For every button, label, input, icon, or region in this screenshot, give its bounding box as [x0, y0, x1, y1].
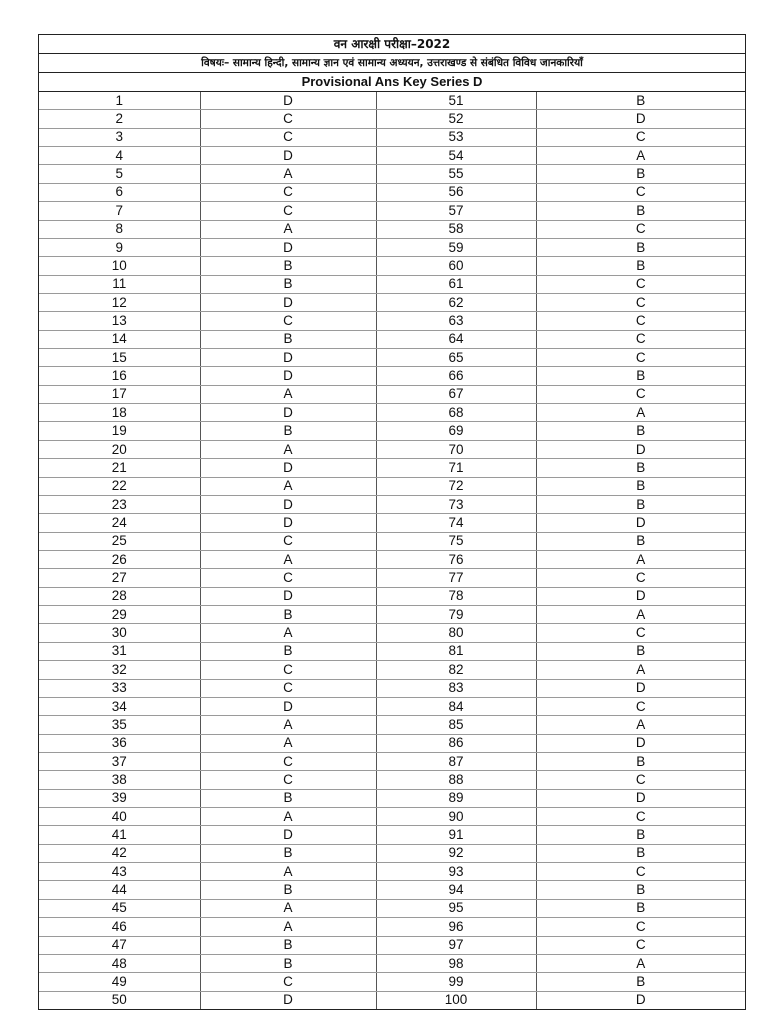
- question-number-cell: 70: [376, 440, 536, 458]
- table-row: [39, 569, 745, 587]
- answer-cell: C: [536, 330, 745, 348]
- answer-cell: D: [200, 587, 376, 605]
- answer-cell: C: [536, 293, 745, 311]
- answer-cell: C: [200, 771, 376, 789]
- answer-cell: D: [536, 679, 745, 697]
- answer-cell: B: [536, 844, 745, 862]
- question-number-cell: 35: [39, 716, 200, 734]
- answer-cell: C: [536, 808, 745, 826]
- question-number-cell: 93: [376, 863, 536, 881]
- question-number-cell: 57: [376, 202, 536, 220]
- question-number-cell: 91: [376, 826, 536, 844]
- question-number-cell: 79: [376, 606, 536, 624]
- question-number-cell: 7: [39, 202, 200, 220]
- table-row: [39, 532, 745, 550]
- question-number-cell: 45: [39, 899, 200, 917]
- table-row: [39, 385, 745, 403]
- question-number-cell: 3: [39, 128, 200, 146]
- table-row: [39, 440, 745, 458]
- question-number-cell: 19: [39, 422, 200, 440]
- question-number-cell: 51: [376, 92, 536, 110]
- question-number-cell: 20: [39, 440, 200, 458]
- answer-cell: C: [200, 202, 376, 220]
- answer-cell: A: [536, 550, 745, 568]
- question-number-cell: 43: [39, 863, 200, 881]
- table-row: [39, 220, 745, 238]
- question-number-cell: 90: [376, 808, 536, 826]
- question-number-cell: 56: [376, 183, 536, 201]
- answer-cell: A: [536, 716, 745, 734]
- answer-cell: C: [200, 312, 376, 330]
- table-row: [39, 477, 745, 495]
- question-number-cell: 62: [376, 293, 536, 311]
- answer-cell: D: [635, 992, 646, 1008]
- question-number-cell: 33: [39, 679, 200, 697]
- question-number-cell: 31: [39, 642, 200, 660]
- answer-cell: B: [536, 642, 745, 660]
- question-number-cell: 9: [39, 238, 200, 256]
- question-number-cell: 4: [39, 147, 200, 165]
- answer-cell: B: [536, 165, 745, 183]
- question-number-cell: 16: [39, 367, 200, 385]
- question-number-cell: 53: [376, 128, 536, 146]
- table-row: [39, 936, 745, 954]
- answer-cell: B: [536, 899, 745, 917]
- answer-cell: B: [536, 532, 745, 550]
- table-row: [39, 147, 745, 165]
- question-number-cell: 11: [39, 275, 200, 293]
- answer-cell: A: [200, 716, 376, 734]
- answer-cell: C: [200, 128, 376, 146]
- answer-cell: D: [200, 495, 376, 513]
- question-number-cell: 44: [39, 881, 200, 899]
- answer-cell: C: [200, 661, 376, 679]
- question-number-cell: 73: [376, 495, 536, 513]
- table-row: [39, 495, 745, 513]
- answer-cell: D: [536, 110, 745, 128]
- table-row: [39, 275, 745, 293]
- answer-cell: D: [200, 404, 376, 422]
- question-number-cell: 86: [376, 734, 536, 752]
- table-row: [39, 293, 745, 311]
- table-row: [39, 918, 745, 936]
- question-number-cell: 36: [39, 734, 200, 752]
- question-number-cell: 88: [376, 771, 536, 789]
- question-number-cell: 8: [39, 220, 200, 238]
- series-title: Provisional Ans Key Series D: [39, 73, 745, 92]
- answer-cell: A: [536, 404, 745, 422]
- answer-cell: B: [200, 275, 376, 293]
- answer-cell: D: [536, 789, 745, 807]
- answer-cell: C: [536, 220, 745, 238]
- question-number-cell: 77: [376, 569, 536, 587]
- table-row: [39, 110, 745, 128]
- table-row: [39, 422, 745, 440]
- table-row: [39, 367, 745, 385]
- question-number-cell: 66: [376, 367, 536, 385]
- answer-cell: B: [536, 257, 745, 275]
- table-row: [39, 624, 745, 642]
- answer-cell: B: [536, 202, 745, 220]
- answer-cell: B: [200, 789, 376, 807]
- question-number-cell: 92: [376, 844, 536, 862]
- question-number-cell: 49: [39, 973, 200, 991]
- question-number-cell: 22: [39, 477, 200, 495]
- question-number-cell: 10: [39, 257, 200, 275]
- question-number-cell: 74: [376, 514, 536, 532]
- question-number-cell: 24: [39, 514, 200, 532]
- question-number-cell: 75: [376, 532, 536, 550]
- question-number-cell: 95: [376, 899, 536, 917]
- question-number-cell: 2: [39, 110, 200, 128]
- answer-cell: C: [200, 110, 376, 128]
- question-number-cell: 40: [39, 808, 200, 826]
- question-number-cell: 27: [39, 569, 200, 587]
- answer-cell: B: [536, 752, 745, 770]
- answer-cell: C: [536, 918, 745, 936]
- question-number-cell: 12: [39, 293, 200, 311]
- answer-cell: A: [200, 918, 376, 936]
- table-row: [39, 459, 745, 477]
- question-number-cell: 21: [39, 459, 200, 477]
- table-row: [39, 514, 745, 532]
- question-number-cell: 61: [376, 275, 536, 293]
- answer-cell: C: [536, 697, 745, 715]
- answer-cell: C: [200, 183, 376, 201]
- answer-cell: B: [536, 973, 745, 991]
- answer-cell: D: [200, 991, 376, 1009]
- question-number-cell: 76: [376, 550, 536, 568]
- answer-cell: A: [200, 440, 376, 458]
- answer-cell: C: [536, 128, 745, 146]
- question-number-cell: 83: [376, 679, 536, 697]
- answer-cell: B: [536, 422, 745, 440]
- question-number-cell: 25: [39, 532, 200, 550]
- answer-cell: B: [536, 881, 745, 899]
- table-row: [39, 734, 745, 752]
- answer-cell: A: [200, 477, 376, 495]
- question-number-cell: 23: [39, 495, 200, 513]
- table-row: [39, 991, 745, 1009]
- table-row: [39, 587, 745, 605]
- table-row: [39, 954, 745, 972]
- question-number-cell: 37: [39, 752, 200, 770]
- question-number-cell: 80: [376, 624, 536, 642]
- answer-cell: B: [200, 606, 376, 624]
- table-row: [39, 183, 745, 201]
- question-number-cell: 89: [376, 789, 536, 807]
- question-number-cell: 97: [376, 936, 536, 954]
- question-number-cell: 55: [376, 165, 536, 183]
- question-number-cell: 48: [39, 954, 200, 972]
- answer-cell: B: [200, 422, 376, 440]
- exam-title: वन आरक्षी परीक्षा–2022: [39, 35, 745, 54]
- question-number-cell: 99: [376, 973, 536, 991]
- table-row: [39, 128, 745, 146]
- table-row: [39, 202, 745, 220]
- answer-cell: D: [200, 349, 376, 367]
- answer-cell: D: [200, 459, 376, 477]
- answer-cell: A: [536, 606, 745, 624]
- answer-cell: B: [536, 92, 745, 110]
- question-number-cell: 100: [376, 991, 536, 1009]
- answer-cell: C: [536, 863, 745, 881]
- answer-cell: A: [536, 661, 745, 679]
- question-number-cell: 13: [39, 312, 200, 330]
- answer-cell: D: [536, 734, 745, 752]
- question-number-cell: 71: [376, 459, 536, 477]
- question-number-cell: 60: [376, 257, 536, 275]
- table-row: [39, 661, 745, 679]
- answer-cell: A: [536, 954, 745, 972]
- answer-cell: B: [200, 642, 376, 660]
- answer-cell: C: [536, 183, 745, 201]
- answer-cell: B: [200, 936, 376, 954]
- answer-cell: D: [200, 92, 376, 110]
- answer-cell: D: [536, 514, 745, 532]
- answer-cell: B: [536, 367, 745, 385]
- question-number-cell: 67: [376, 385, 536, 403]
- answer-cell: C: [536, 771, 745, 789]
- question-number-cell: 47: [39, 936, 200, 954]
- table-row: [39, 642, 745, 660]
- answer-cell: C: [200, 569, 376, 587]
- table-row: [39, 312, 745, 330]
- answer-cell: D: [200, 697, 376, 715]
- question-number-cell: 85: [376, 716, 536, 734]
- answer-cell: A: [200, 734, 376, 752]
- table-row: [39, 165, 745, 183]
- answer-cell: B: [200, 954, 376, 972]
- table-row: [39, 808, 745, 826]
- answer-cell: D: [200, 514, 376, 532]
- question-number-cell: 17: [39, 385, 200, 403]
- answer-key-sheet: [38, 34, 746, 1010]
- table-row: [39, 349, 745, 367]
- question-number-cell: 28: [39, 587, 200, 605]
- answer-cell: D: [200, 238, 376, 256]
- answer-cell: A: [200, 385, 376, 403]
- answer-cell: A: [536, 147, 745, 165]
- answer-cell: B: [536, 826, 745, 844]
- question-number-cell: 29: [39, 606, 200, 624]
- table-row: [39, 550, 745, 568]
- answer-cell: C: [536, 312, 745, 330]
- question-number-cell: 54: [376, 147, 536, 165]
- question-number-cell: 72: [376, 477, 536, 495]
- answer-cell: D: [200, 147, 376, 165]
- question-number-cell: 63: [376, 312, 536, 330]
- subject-line: विषयः– सामान्य हिन्दी, सामान्य ज्ञान एवं सामान्य अध्ययन, उत्तराखण्ड से संबंधित विविध जानकारियाँ: [39, 54, 745, 73]
- answer-cell: B: [536, 238, 745, 256]
- table-row: [39, 826, 745, 844]
- question-number-cell: 64: [376, 330, 536, 348]
- answer-cell: B: [200, 881, 376, 899]
- question-number-cell: 59: [376, 238, 536, 256]
- answer-cell: C: [200, 532, 376, 550]
- table-row: [39, 973, 745, 991]
- table-row: [39, 899, 745, 917]
- answer-cell: A: [200, 165, 376, 183]
- table-row: [39, 844, 745, 862]
- question-number-cell: 78: [376, 587, 536, 605]
- question-number-cell: 15: [39, 349, 200, 367]
- table-row: [39, 679, 745, 697]
- table-row: [39, 238, 745, 256]
- table-row: [39, 716, 745, 734]
- question-number-cell: 84: [376, 697, 536, 715]
- question-number-cell: 41: [39, 826, 200, 844]
- answer-cell: C: [536, 624, 745, 642]
- question-number-cell: 14: [39, 330, 200, 348]
- question-number-cell: 69: [376, 422, 536, 440]
- question-number-cell: 81: [376, 642, 536, 660]
- answer-cell: A: [200, 808, 376, 826]
- answer-cell: C: [200, 752, 376, 770]
- question-number-cell: 42: [39, 844, 200, 862]
- table-row: [39, 697, 745, 715]
- question-number-cell: 6: [39, 183, 200, 201]
- table-row: [39, 257, 745, 275]
- answer-cell: B: [536, 459, 745, 477]
- table-row: [39, 606, 745, 624]
- question-number-cell: 94: [376, 881, 536, 899]
- question-number-cell: 87: [376, 752, 536, 770]
- question-number-cell: 46: [39, 918, 200, 936]
- table-row: [39, 863, 745, 881]
- table-row: [39, 789, 745, 807]
- answer-cell: C: [536, 569, 745, 587]
- answer-cell: A: [200, 863, 376, 881]
- answer-key-table: [39, 92, 745, 1009]
- table-row: [39, 330, 745, 348]
- answer-cell: B: [200, 330, 376, 348]
- question-number-cell: 50: [39, 991, 200, 1009]
- question-number-cell: 52: [376, 110, 536, 128]
- question-number-cell: 39: [39, 789, 200, 807]
- question-number-cell: 34: [39, 697, 200, 715]
- answer-cell: C: [200, 679, 376, 697]
- question-number-cell: 30: [39, 624, 200, 642]
- question-number-cell: 98: [376, 954, 536, 972]
- answer-cell: D: [200, 367, 376, 385]
- question-number-cell: 65: [376, 349, 536, 367]
- answer-cell: D: [536, 587, 745, 605]
- table-row: [39, 881, 745, 899]
- answer-cell: D: [200, 293, 376, 311]
- answer-cell: D: [200, 826, 376, 844]
- answer-cell: B: [200, 844, 376, 862]
- question-number-cell: 82: [376, 661, 536, 679]
- answer-cell: D: [536, 440, 745, 458]
- question-number-cell: 96: [376, 918, 536, 936]
- answer-cell: A: [200, 624, 376, 642]
- question-number-cell: 26: [39, 550, 200, 568]
- table-row: [39, 92, 745, 110]
- answer-cell: C: [536, 275, 745, 293]
- answer-cell: B: [536, 477, 745, 495]
- answer-cell: A: [200, 550, 376, 568]
- question-number-cell: 18: [39, 404, 200, 422]
- answer-rows: [39, 92, 745, 1009]
- answer-cell: B: [536, 495, 745, 513]
- table-row: [39, 404, 745, 422]
- answer-cell: C: [536, 349, 745, 367]
- answer-cell: C: [536, 385, 745, 403]
- question-number-cell: 32: [39, 661, 200, 679]
- answer-cell: A: [200, 899, 376, 917]
- question-number-cell: 68: [376, 404, 536, 422]
- question-number-cell: 1: [39, 92, 200, 110]
- table-row: [39, 752, 745, 770]
- question-number-cell: 38: [39, 771, 200, 789]
- answer-cell: C: [200, 973, 376, 991]
- question-number-cell: 58: [376, 220, 536, 238]
- answer-cell: C: [536, 936, 745, 954]
- table-row: [39, 771, 745, 789]
- answer-cell: A: [200, 220, 376, 238]
- answer-cell: B: [200, 257, 376, 275]
- question-number-cell: 5: [39, 165, 200, 183]
